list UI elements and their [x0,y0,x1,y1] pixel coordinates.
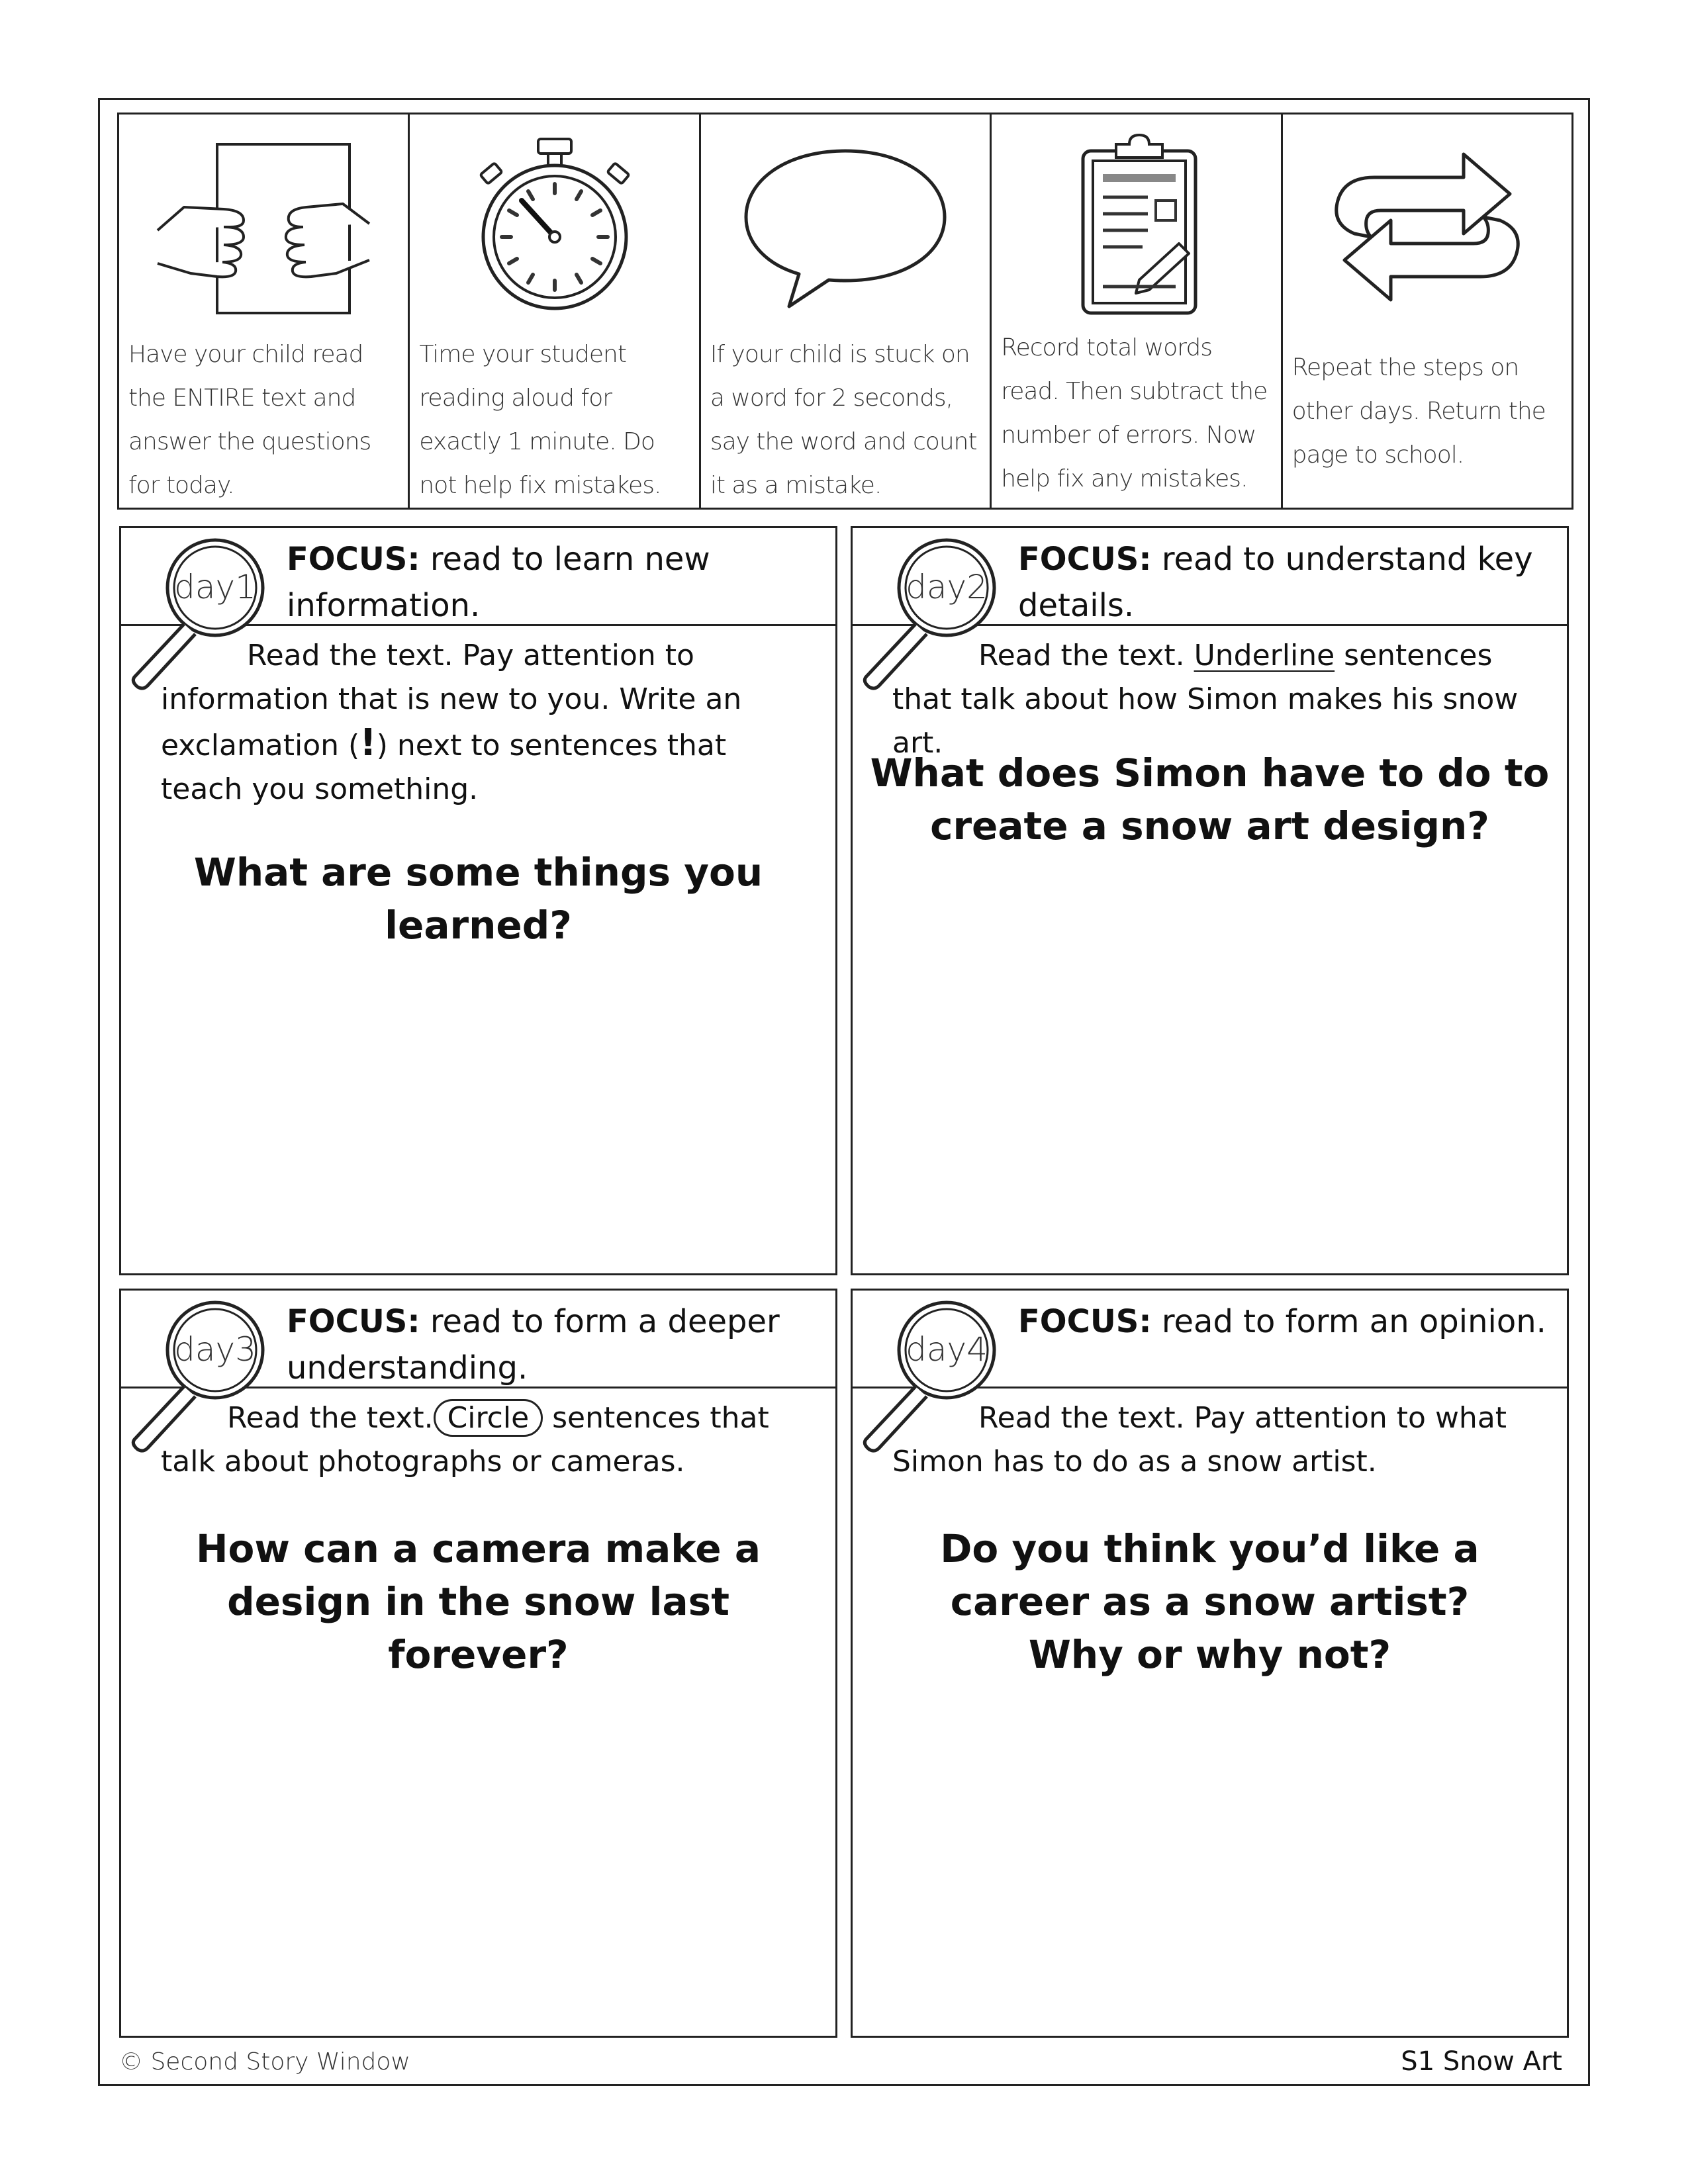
footer-title: S1 Snow Art [1401,2046,1562,2077]
footer-copyright: © Second Story Window [119,2048,410,2075]
circled-word: Circle [434,1399,543,1437]
exclamation-mark: ! [359,721,377,764]
day4-panel [851,1289,1569,2038]
focus-text: read to form a deeper understanding. [287,1303,780,1387]
day3-panel [119,1289,837,2038]
day2-question: What does Simon have to do to create a snow art design? [870,751,1550,848]
instruction-text: Have your child read the ENTIRE text and answer the questions for today. [128,341,371,499]
underline-word: Underline [1194,639,1335,672]
day2-instructions: Read the text. Underline sentences that talk about how Simon makes his snow art. [892,639,1519,760]
day3-question: How can a camera make a design in the snow last forever? [196,1526,761,1677]
instruction-text: Record total words read. Then subtract the number of errors. Now help fix any mistakes. [1001,334,1268,492]
focus-text: read to understand key details. [1018,541,1533,624]
instruction-help [701,114,992,508]
day4-question: Do you think you’d like a career as a snow artist? Why or why not? [940,1526,1479,1677]
focus-label: FOCUS: [1018,1303,1152,1340]
focus-label: FOCUS: [287,541,420,578]
focus-text: read to form an opinion. [1161,1303,1546,1340]
day1-panel [119,526,837,1275]
repeat-arrows-icon [1321,138,1533,316]
focus-text: read to learn new information. [287,541,710,624]
day1-focus [287,536,822,629]
instruction-text: Repeat the steps on other days. Return the page to school. [1291,354,1546,469]
day1-instructions: Read the text. Pay attention to information that is new to you. Write an exclamation (!) next to sentences that teach you something. [161,639,742,806]
speech-bubble-icon [733,138,958,316]
stopwatch-icon [455,131,654,323]
instruction-read [119,114,410,508]
day4-focus [1018,1298,1554,1345]
day3-instructions: Read the text. Circle sentences that talk about photographs or cameras. [161,1396,809,1484]
instruction-record [992,114,1282,508]
clipboard-icon [1070,131,1202,323]
day2-badge: day2 [906,568,988,606]
instruction-text: If your child is stuck on a word for 2 seconds, say the word and count it as a mistake. [710,341,977,499]
day1-question: What are some things you learned? [193,850,763,948]
focus-label: FOCUS: [287,1303,420,1340]
day1-badge: day1 [174,568,256,606]
day2-panel [851,526,1569,1275]
hands-holding-paper-icon [144,131,383,323]
day4-badge: day4 [906,1330,988,1369]
day2-focus [1018,536,1554,629]
day4-instructions: Read the text. Pay attention to what Simon has to do as a snow artist. [892,1401,1507,1479]
instruction-repeat [1283,114,1571,508]
instructions-row [117,113,1573,510]
instruction-timer [410,114,700,508]
day3-badge: day3 [174,1330,256,1369]
instruction-text: Time your student reading aloud for exactly 1 minute. Do not help fix mistakes. [419,341,661,499]
focus-label: FOCUS: [1018,541,1152,578]
day3-focus [287,1298,822,1391]
